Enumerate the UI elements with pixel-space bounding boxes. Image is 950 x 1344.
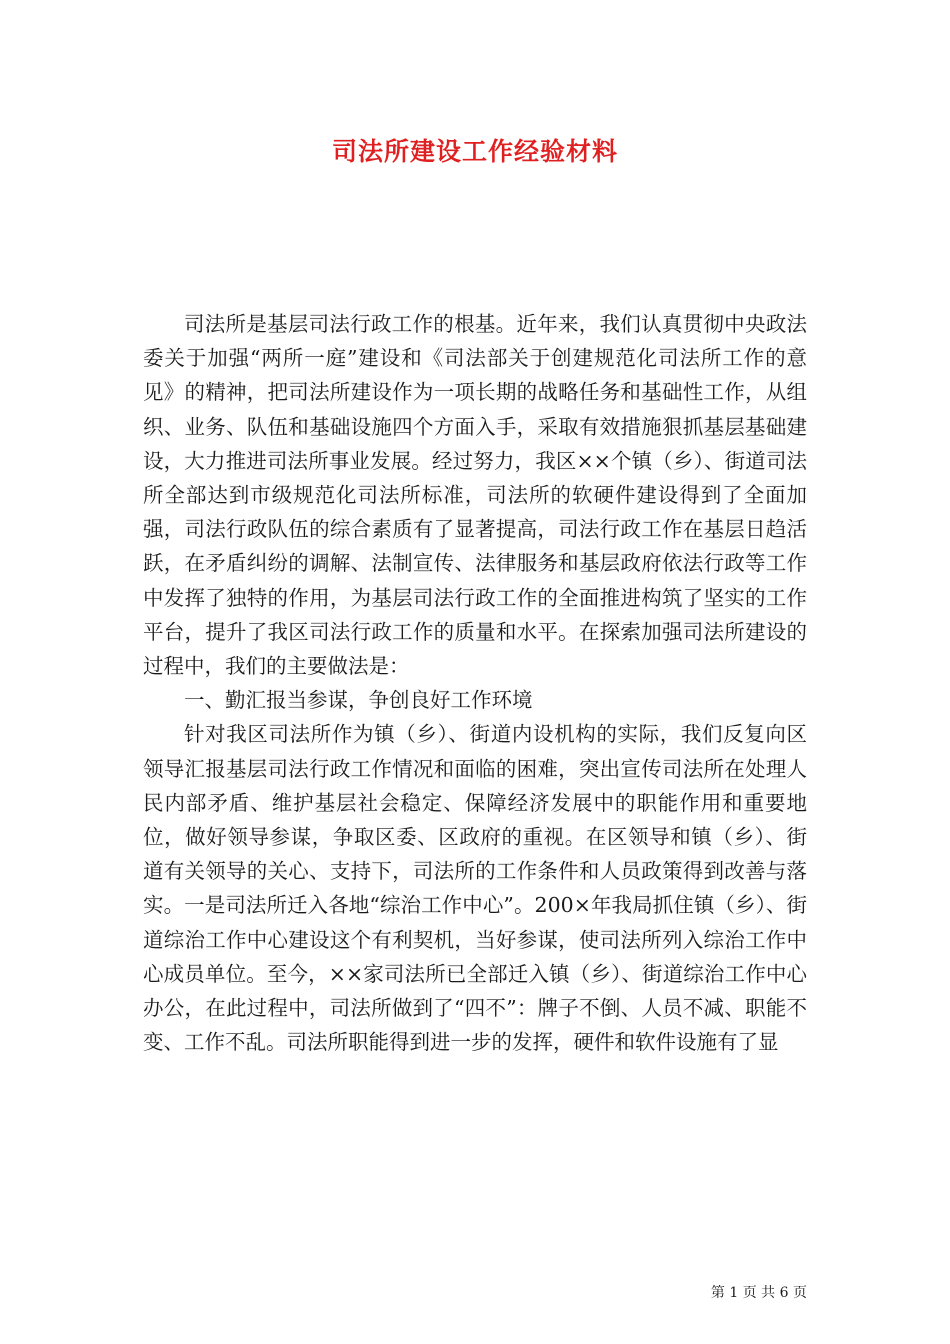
paragraph-section-1: 针对我区司法所作为镇（乡）、街道内设机构的实际，我们反复向区领导汇报基层司法行政工作情况和面临的困难，突出宣传司法所在处理人民内部矛盾、维护基层社会稳定、保障经济发展中的职能作用和重要地位，做好领导参谋，争取区委、区政府的重视。在区领导和镇（乡）、街道有关领导的关心、支持下，司法所的工作条件和人员政策得到改善与落实。一是司法所迁入各地“综治工作中心”。200×年我局抓住镇（乡）、街道综治工作中心建设这个有利契机，当好参谋，使司法所列入综治工作中心成员单位。至今，××家司法所已全部迁入镇（乡）、街道综治工作中心办公，在此过程中，司法所做到了“四不”：牌子不倒、人员不减、职能不变、工作不乱。司法所职能得到进一步的发挥，硬件和软件设施有了显 bbox=[143, 722, 807, 1055]
paragraph-intro: 司法所是基层司法行政工作的根基。近年来，我们认真贯彻中央政法委关于加强“两所一庭”建设和《司法部关于创建规范化司法所工作的意见》的精神，把司法所建设作为一项长期的战略任务和基础性工作，从组织、业务、队伍和基础设施四个方面入手，采取有效措施狠抓基层基础建设，大力推进司法所事业发展。经过努力，我区××个镇（乡）、街道司法所全部达到市级规范化司法所标准，司法所的软硬件建设得到了全面加强，司法行政队伍的综合素质有了显著提高，司法行政工作在基层日趋活跃，在矛盾纠纷的调解、法制宣传、法律服务和基层政府依法行政等工作中发挥了独特的作用，为基层司法行政工作的全面推进构筑了坚实的工作平台，提升了我区司法行政工作的质量和水平。在探索加强司法所建设的过程中，我们的主要做法是： bbox=[143, 312, 807, 679]
page-number-footer: 第 1 页 共 6 页 bbox=[710, 1285, 807, 1301]
page-title: 司法所建设工作经验材料 bbox=[331, 137, 618, 166]
document-body bbox=[143, 307, 807, 1059]
section-heading-1: 一、勤汇报当参谋，争创良好工作环境 bbox=[184, 688, 533, 713]
